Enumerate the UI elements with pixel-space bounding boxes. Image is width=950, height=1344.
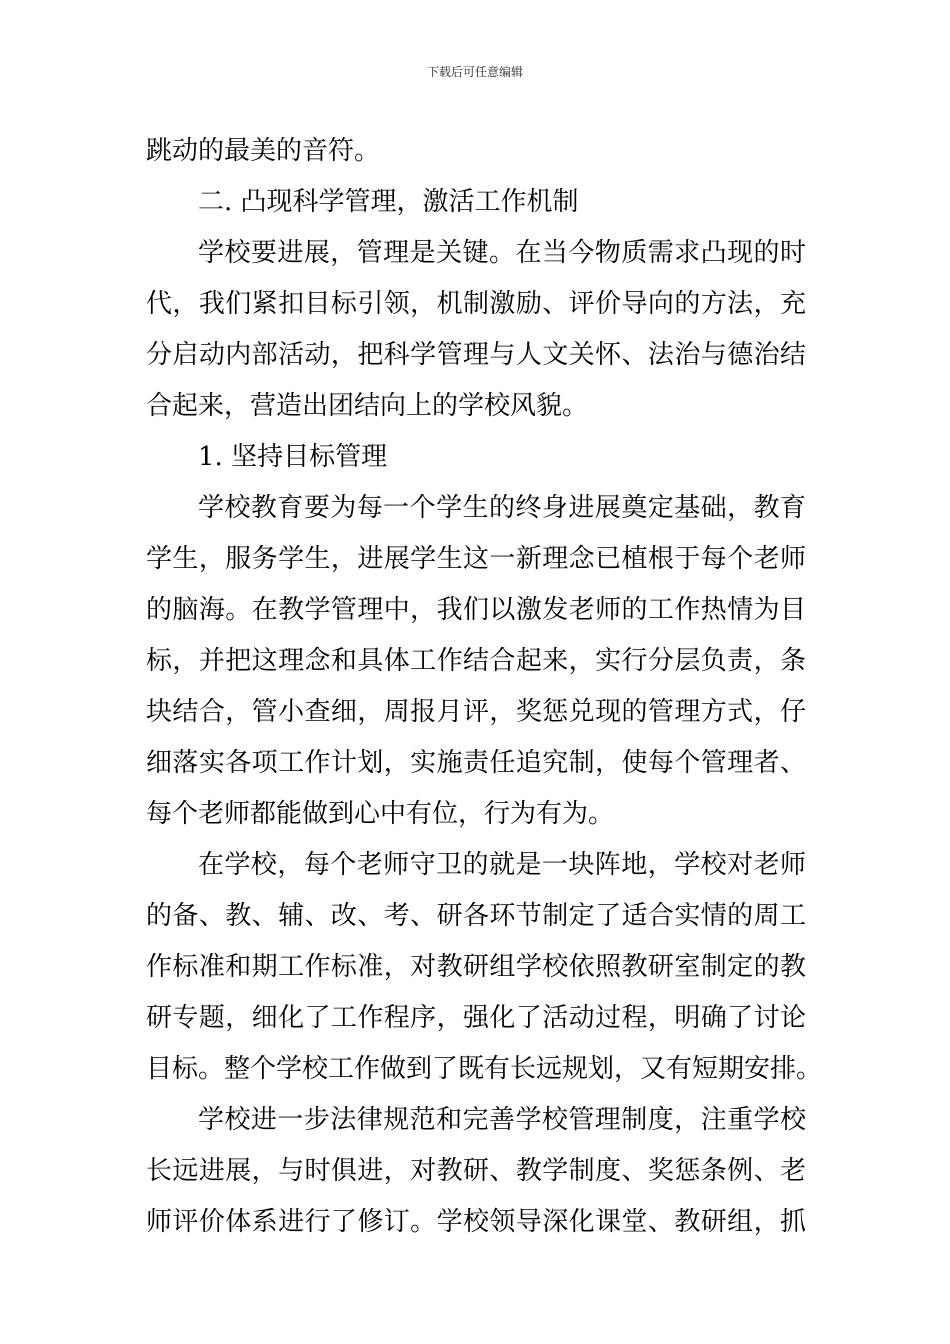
text-line: 代，我们紧扣目标引领，机制激励、评价导向的方法，充	[146, 289, 806, 319]
text-line: 学校进一步法律规范和完善学校管理制度，注重学校	[198, 1105, 806, 1135]
text-line: 每个老师都能做到心中有位，行为有为。	[146, 799, 615, 829]
text-line: 块结合，管小查细，周报月评，奖惩兑现的管理方式，仔	[146, 697, 806, 727]
text-line: 研专题，细化了工作程序，强化了活动过程，明确了讨论	[146, 1003, 806, 1033]
subsection-heading: 1. 坚持目标管理	[198, 442, 388, 472]
text-line: 跳动的最美的音符。	[146, 136, 381, 166]
text-line: 分启动内部活动，把科学管理与人文关怀、法治与德治结	[146, 340, 806, 370]
text-line: 学生，服务学生，进展学生这一新理念已植根于每个老师	[146, 544, 806, 574]
text-line: 在学校，每个老师守卫的就是一块阵地，学校对老师	[198, 850, 806, 880]
text-line: 师评价体系进行了修订。学校领导深化课堂、教研组，抓	[146, 1207, 806, 1237]
page-header: 下载后可任意编辑	[426, 65, 523, 79]
text-line: 细落实各项工作计划，实施责任追究制，使每个管理者、	[146, 748, 806, 778]
text-line: 学校教育要为每一个学生的终身进展奠定基础，教育	[198, 493, 806, 523]
text-line: 目标。整个学校工作做到了既有长远规划，又有短期安排。	[146, 1054, 823, 1084]
text-line: 合起来，营造出团结向上的学校风貌。	[146, 391, 589, 421]
section-heading: 二. 凸现科学管理，激活工作机制	[198, 187, 579, 217]
text-line: 作标准和期工作标准，对教研组学校依照教研室制定的教	[146, 952, 806, 982]
text-line: 长远进展，与时俱进，对教研、教学制度、奖惩条例、老	[146, 1156, 806, 1186]
document-body	[146, 126, 823, 1248]
text-line: 的脑海。在教学管理中，我们以激发老师的工作热情为目	[146, 595, 806, 625]
text-line: 的备、教、辅、改、考、研各环节制定了适合实情的周工	[146, 901, 806, 931]
text-line: 学校要进展，管理是关键。在当今物质需求凸现的时	[198, 238, 806, 268]
text-line: 标，并把这理念和具体工作结合起来，实行分层负责，条	[146, 646, 806, 676]
